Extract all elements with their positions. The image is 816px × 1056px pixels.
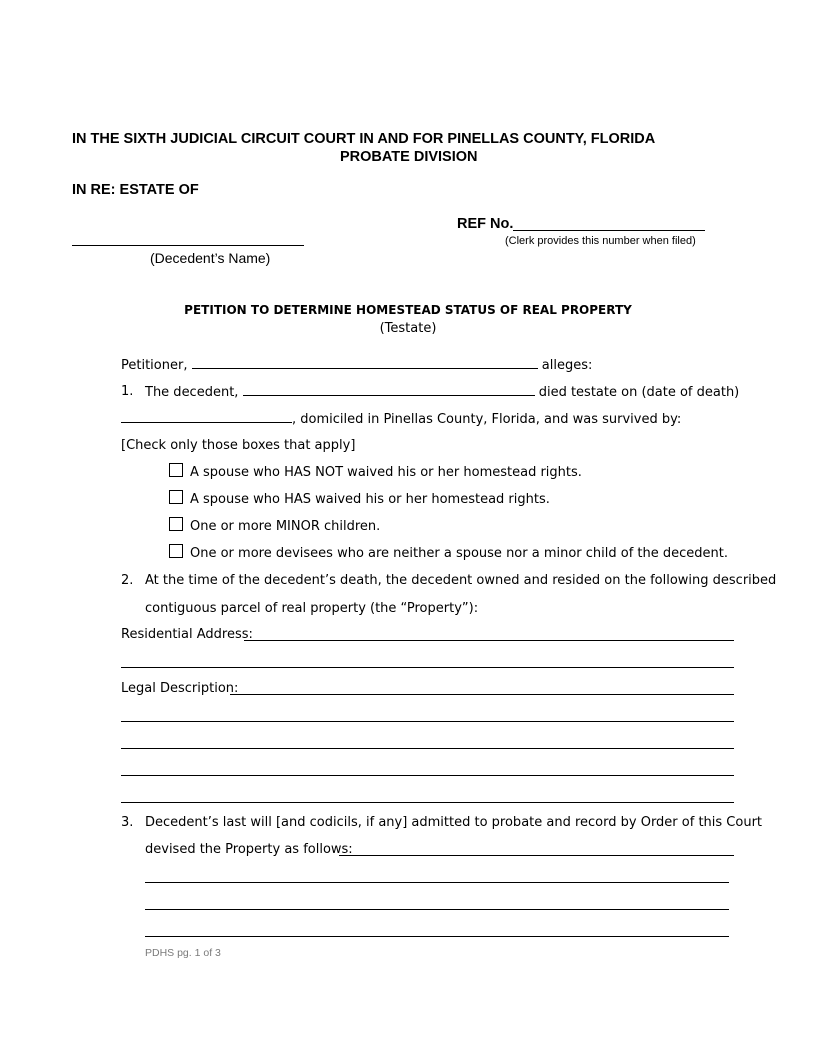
checkbox-label: A spouse who HAS NOT waived his or her homestead rights. xyxy=(190,465,582,480)
checkbox-other-devisees[interactable] xyxy=(169,544,183,558)
ref-note: (Clerk provides this number when filed) xyxy=(505,235,696,247)
checkbox-minor-children[interactable] xyxy=(169,517,183,531)
legal-description-field[interactable] xyxy=(230,694,734,695)
item2-number: 2. xyxy=(121,573,134,588)
item2-line2: contiguous parcel of real property (the “Property”): xyxy=(145,601,479,616)
residential-address-field-line2[interactable] xyxy=(121,667,734,668)
devise-field-line3[interactable] xyxy=(145,909,729,910)
decedent-name-label: (Decedent’s Name) xyxy=(150,250,271,266)
devise-field-line4[interactable] xyxy=(145,936,729,937)
decedent-name-field[interactable] xyxy=(72,245,304,246)
ref-number-field[interactable] xyxy=(513,230,705,231)
decedent-field[interactable] xyxy=(243,384,535,396)
division-heading: PROBATE DIVISION xyxy=(340,149,478,165)
petitioner-label: Petitioner, xyxy=(121,358,188,373)
item1-number: 1. xyxy=(121,384,134,399)
legal-description-field-line2[interactable] xyxy=(121,721,734,722)
item1-tail: died testate on (date of death) xyxy=(538,385,740,400)
item3-line1: Decedent’s last will [and codicils, if any] admitted to probate and record by Order of this Court xyxy=(145,815,763,830)
petitioner-name-field[interactable] xyxy=(192,357,538,369)
date-of-death-field[interactable] xyxy=(121,411,292,423)
item1-line xyxy=(145,384,739,400)
item2-line1: At the time of the decedent’s death, the decedent owned and resided on the following described xyxy=(145,573,777,588)
devise-field-line2[interactable] xyxy=(145,882,729,883)
petition-title: PETITION TO DETERMINE HOMESTEAD STATUS OF REAL PROPERTY xyxy=(184,303,632,317)
petition-subtitle: (Testate) xyxy=(379,321,437,336)
check-instruction: [Check only those boxes that apply] xyxy=(121,438,356,453)
checkbox-label: One or more MINOR children. xyxy=(190,519,381,534)
residential-address-field[interactable] xyxy=(244,640,734,641)
checkbox-label: One or more devisees who are neither a spouse nor a minor child of the decedent. xyxy=(190,546,729,561)
legal-description-field-line4[interactable] xyxy=(121,775,734,776)
item1-lead: The decedent, xyxy=(145,385,239,400)
ref-label: REF No. xyxy=(457,216,514,232)
page-footer: PDHS pg. 1 of 3 xyxy=(145,947,221,959)
item1-line2 xyxy=(121,411,681,427)
checkbox-label: A spouse who HAS waived his or her homestead rights. xyxy=(190,492,550,507)
legal-description-label: Legal Description: xyxy=(121,681,239,696)
court-heading: IN THE SIXTH JUDICIAL CIRCUIT COURT IN AND FOR PINELLAS COUNTY, FLORIDA xyxy=(72,131,656,147)
devise-field[interactable] xyxy=(339,855,734,856)
item3-number: 3. xyxy=(121,815,134,830)
in-re-label: IN RE: ESTATE OF xyxy=(72,182,199,198)
item1-line2-text: , domiciled in Pinellas County, Florida, and was survived by: xyxy=(292,412,682,427)
legal-description-field-line3[interactable] xyxy=(121,748,734,749)
checkbox-spouse-not-waived[interactable] xyxy=(169,463,183,477)
legal-description-field-line5[interactable] xyxy=(121,802,734,803)
item3-line2: devised the Property as follows: xyxy=(145,842,353,857)
residential-address-label: Residential Address: xyxy=(121,627,253,642)
checkbox-spouse-waived[interactable] xyxy=(169,490,183,504)
alleges-text: alleges: xyxy=(541,358,593,373)
petitioner-line xyxy=(121,357,592,373)
